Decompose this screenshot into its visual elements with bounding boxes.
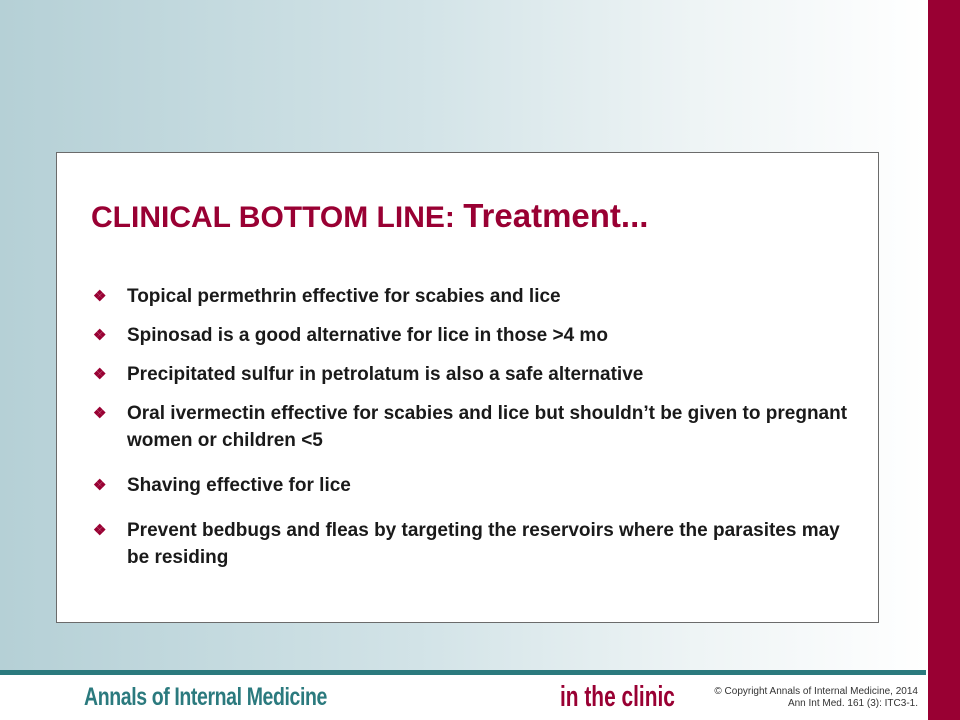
- bullet-item: [93, 283, 853, 310]
- right-accent-bar: [928, 0, 960, 720]
- diamond-bullet-icon: ❖: [93, 477, 107, 494]
- bullet-item: [93, 472, 853, 499]
- bullet-text: Topical permethrin effective for scabies and lice: [127, 286, 561, 307]
- diamond-bullet-icon: ❖: [93, 405, 107, 422]
- bullet-text: Precipitated sulfur in petrolatum is also a safe alternative: [127, 364, 644, 385]
- diamond-bullet-icon: ❖: [93, 327, 107, 344]
- journal-logo-text: Annals of Internal Medicine: [84, 683, 328, 711]
- bullet-text: Spinosad is a good alternative for lice in those >4 mo: [127, 325, 608, 346]
- diamond-bullet-icon: ❖: [93, 288, 107, 305]
- bullet-item: [93, 517, 853, 571]
- slide-title: [91, 197, 648, 235]
- citation-line: Ann Int Med. 161 (3): ITC3-1.: [787, 698, 918, 709]
- bullet-text: Shaving effective for lice: [127, 475, 351, 496]
- bullet-text: Prevent bedbugs and fleas by targeting the reservoirs where the parasites may be residing: [127, 520, 840, 568]
- right-bar-divider: [926, 0, 928, 720]
- bullet-item: [93, 361, 853, 388]
- diamond-bullet-icon: ❖: [93, 522, 107, 539]
- bullet-text: Oral ivermectin effective for scabies and lice but shouldn’t be given to pregnant women or children <5: [127, 403, 848, 451]
- copyright-line: © Copyright Annals of Internal Medicine, 2014: [714, 686, 918, 697]
- content-box: [56, 152, 879, 623]
- slide-title-main: CLINICAL BOTTOM LINE:: [91, 201, 464, 234]
- footer: [0, 675, 926, 720]
- section-logo-text: in the clinic: [560, 681, 675, 713]
- copyright-notice: [714, 686, 918, 710]
- bullet-item: [93, 400, 853, 454]
- slide-title-sub: Treatment...: [463, 197, 649, 234]
- diamond-bullet-icon: ❖: [93, 366, 107, 383]
- bullet-item: [93, 322, 853, 349]
- bullet-list: [93, 283, 853, 589]
